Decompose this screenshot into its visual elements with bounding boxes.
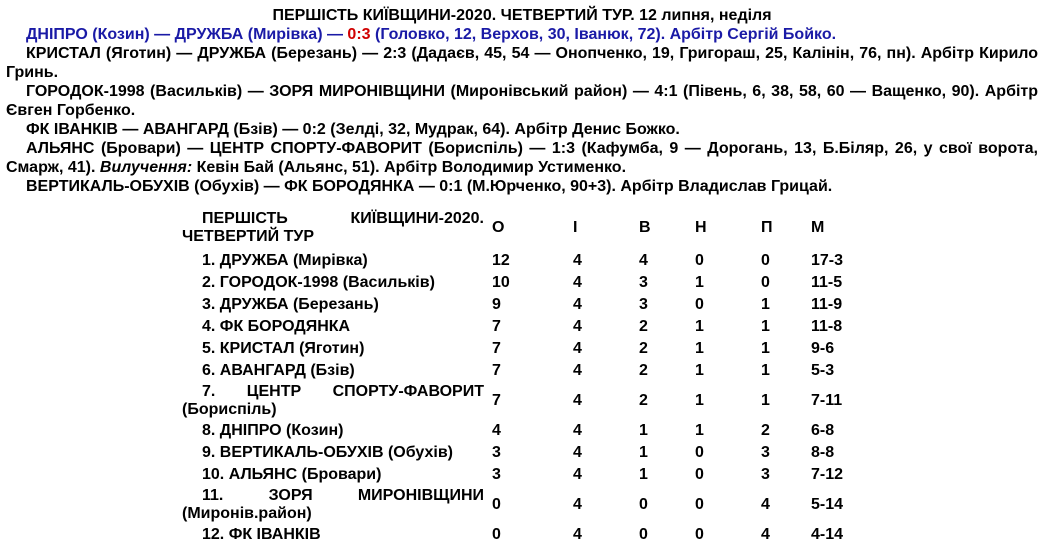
team-won: 1	[639, 444, 648, 461]
result-score: 0:3	[347, 26, 371, 43]
col-header-won: В	[639, 219, 651, 236]
table-header-row	[178, 206, 875, 250]
team-drawn: 0	[695, 526, 704, 543]
team-won: 2	[639, 392, 648, 409]
team-name: 7. ЦЕНТР СПОРТУ-ФАВОРИТ (Бориспіль)	[182, 383, 484, 418]
team-won: 2	[639, 362, 648, 379]
team-name: 5. КРИСТАЛ (Яготин)	[202, 340, 365, 357]
team-lost: 1	[761, 296, 770, 313]
sending-off-label: Вилучення:	[99, 159, 193, 176]
team-lost: 1	[761, 318, 770, 335]
team-goals: 5-14	[811, 496, 844, 513]
team-points: 7	[492, 340, 501, 357]
team-name: 10. АЛЬЯНС (Бровари)	[202, 466, 382, 483]
col-header-played: І	[573, 219, 578, 236]
result-dnipro-druzhba	[6, 25, 1038, 44]
team-played: 4	[573, 318, 582, 335]
team-won: 3	[639, 274, 648, 291]
table-row	[178, 360, 875, 382]
team-played: 4	[573, 252, 582, 269]
team-won: 1	[639, 422, 648, 439]
team-goals: 11-8	[811, 318, 843, 335]
col-header-drawn: Н	[695, 219, 707, 236]
team-points: 7	[492, 392, 501, 409]
team-drawn: 1	[695, 392, 704, 409]
table-row	[178, 250, 875, 272]
table-row	[178, 272, 875, 294]
team-lost: 1	[761, 392, 770, 409]
table-row	[178, 294, 875, 316]
team-points: 3	[492, 466, 501, 483]
col-header-points: О	[492, 219, 505, 236]
team-goals: 7-11	[811, 392, 843, 409]
table-row	[178, 486, 875, 524]
team-name: 3. ДРУЖБА (Березань)	[202, 296, 379, 313]
table-row	[178, 382, 875, 420]
team-played: 4	[573, 296, 582, 313]
result-ivankiv-avanhard: ФК ІВАНКІВ — АВАНГАРД (Бзів) — 0:2 (Зелді, 32, Мудрак, 64). Арбітр Денис Божко.	[26, 121, 680, 138]
team-drawn: 1	[695, 422, 704, 439]
team-lost: 4	[761, 496, 770, 513]
team-drawn: 0	[695, 252, 704, 269]
team-played: 4	[573, 422, 582, 439]
table-row	[178, 316, 875, 338]
team-goals: 17-3	[811, 252, 844, 269]
team-lost: 0	[761, 274, 770, 291]
team-won: 3	[639, 296, 648, 313]
team-played: 4	[573, 466, 582, 483]
team-played: 4	[573, 496, 582, 513]
team-name: 11. ЗОРЯ МИРОНІВЩИНИ (Миронів.район)	[182, 487, 484, 522]
team-goals: 5-3	[811, 362, 835, 379]
team-lost: 2	[761, 422, 770, 439]
table-title: ПЕРШІСТЬ КИЇВЩИНИ-2020. ЧЕТВЕРТИЙ ТУР	[182, 210, 484, 245]
team-points: 12	[492, 252, 510, 269]
team-played: 4	[573, 274, 582, 291]
team-won: 1	[639, 466, 648, 483]
team-points: 0	[492, 496, 501, 513]
team-name: 2. ГОРОДОК-1998 (Васильків)	[202, 274, 435, 291]
table-row	[178, 338, 875, 360]
team-name: 9. ВЕРТИКАЛЬ-ОБУХІВ (Обухів)	[202, 444, 453, 461]
table-row	[178, 442, 875, 464]
col-header-lost: П	[761, 219, 773, 236]
team-won: 4	[639, 252, 648, 269]
team-goals: 9-6	[811, 340, 835, 357]
team-lost: 1	[761, 340, 770, 357]
team-drawn: 0	[695, 466, 704, 483]
team-goals: 11-9	[811, 296, 843, 313]
team-lost: 0	[761, 252, 770, 269]
result-alyans-tsentr: АЛЬЯНС (Бровари) — ЦЕНТР СПОРТУ-ФАВОРИТ (Бориспіль) — 1:3 (Кафумба, 9 — Дорогань, 13, Б.Біляр, 26, у свої ворота, Смарж, 41). Вилучення: Кевін Бай (Альянс, 51). Арбітр Володимир Устименко.	[6, 140, 1038, 176]
team-won: 0	[639, 496, 648, 513]
team-points: 3	[492, 444, 501, 461]
team-won: 2	[639, 318, 648, 335]
team-drawn: 1	[695, 340, 704, 357]
team-goals: 4-14	[811, 526, 844, 543]
team-goals: 11-5	[811, 274, 843, 291]
team-drawn: 0	[695, 296, 704, 313]
team-lost: 3	[761, 466, 770, 483]
team-played: 4	[573, 340, 582, 357]
team-drawn: 1	[695, 318, 704, 335]
team-name: 1. ДРУЖБА (Мирівка)	[202, 252, 368, 269]
team-name: 4. ФК БОРОДЯНКА	[202, 318, 351, 335]
table-row	[178, 420, 875, 442]
team-lost: 3	[761, 444, 770, 461]
result-horodok-zorya: ГОРОДОК-1998 (Васильків) — ЗОРЯ МИРОНІВЩИНИ (Миронівський район) — 4:1 (Півень, 6, 38, 58, 60 — Ващенко, 90). Арбітр Євген Горбенко.	[6, 83, 1038, 119]
team-drawn: 1	[695, 274, 704, 291]
table-row	[178, 464, 875, 486]
team-goals: 6-8	[811, 422, 835, 439]
team-won: 0	[639, 526, 648, 543]
team-points: 10	[492, 274, 510, 291]
team-drawn: 1	[695, 362, 704, 379]
team-points: 7	[492, 362, 501, 379]
team-points: 0	[492, 526, 501, 543]
team-played: 4	[573, 362, 582, 379]
table-row	[178, 524, 875, 546]
team-played: 4	[573, 526, 582, 543]
standings-table	[178, 206, 875, 546]
team-drawn: 0	[695, 496, 704, 513]
team-goals: 8-8	[811, 444, 835, 461]
page-heading: ПЕРШІСТЬ КИЇВЩИНИ-2020. ЧЕТВЕРТИЙ ТУР. 12 липня, неділя	[272, 7, 772, 24]
result-details: (Головко, 12, Верхов, 30, Іванюк, 72). Арбітр Сергій Бойко.	[370, 26, 837, 43]
result-krystal-druzhba: КРИСТАЛ (Яготин) — ДРУЖБА (Березань) — 2:3 (Дадаєв, 45, 54 — Онопченко, 19, Григораш, 25, Калінін, 76, пн). Арбітр Кирило Гринь.	[6, 45, 1038, 81]
team-lost: 1	[761, 362, 770, 379]
result-vertykal-borodyanka: ВЕРТИКАЛЬ-ОБУХІВ (Обухів) — ФК БОРОДЯНКА — 0:1 (М.Юрченко, 90+3). Арбітр Владислав Грицай.	[26, 178, 833, 195]
team-points: 9	[492, 296, 501, 313]
team-name: 12. ФК ІВАНКІВ	[202, 526, 321, 543]
team-drawn: 0	[695, 444, 704, 461]
team-name: 8. ДНІПРО (Козин)	[202, 422, 344, 439]
team-lost: 4	[761, 526, 770, 543]
col-header-goals: М	[811, 219, 825, 236]
team-played: 4	[573, 444, 582, 461]
team-goals: 7-12	[811, 466, 844, 483]
team-points: 7	[492, 318, 501, 335]
team-points: 4	[492, 422, 501, 439]
team-won: 2	[639, 340, 648, 357]
team-name: 6. АВАНГАРД (Бзів)	[202, 362, 355, 379]
result-teams: ДНІПРО (Козин) — ДРУЖБА (Мирівка) —	[26, 26, 348, 43]
team-played: 4	[573, 392, 582, 409]
